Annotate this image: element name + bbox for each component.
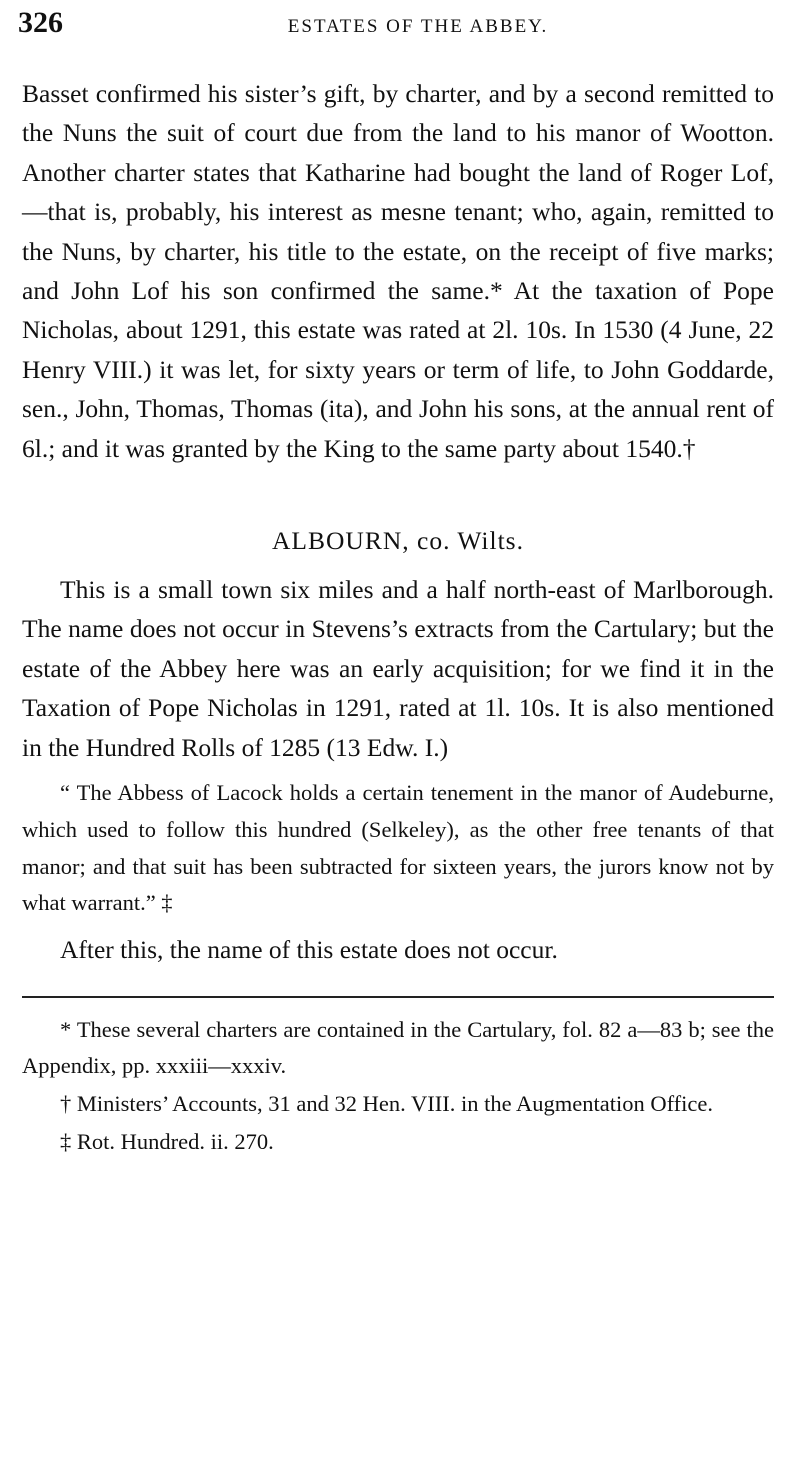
section-heading: ALBOURN, co. Wilts. [272,526,524,556]
paragraph-1: Basset confirmed his sister’s gift, by charter, and by a second remitted to the Nuns the suit of court due from the land to his manor of Wootton. Another charter states that Katharine had bought the land of Roger Lof,—that is, probably, his interest as mesne tenant; who, again, remitted to the Nuns, by charter, his title to the estate, on the receipt of five marks; and John Lof his son confirmed the same.* At the taxation of Pope Nicholas, about 1291, this estate was rated at 2l. 10s. In 1530 (4 June, 22 Henry VIII.) it was let, for sixty years or term of life, to John Goddarde, sen., John, Thomas, Thomas (ita), and John his sons, at the annual rent of 6l.; and it was granted by the King to the same party about 1540.† [22,79,774,463]
footnotes [22,1012,774,1160]
closing-sentence: After this, the name of this estate does not occur. [60,935,558,965]
running-head: ESTATES OF THE ABBEY. [287,16,549,37]
footnote-2: † Ministers’ Accounts, 31 and 32 Hen. VIII. in the Augmentation Office. [60,1090,714,1116]
quoted-passage: “ The Abbess of Lacock holds a certain tenement in the manor of Audeburne, which used to follow this hundred (Selkeley), as the other free tenants of that manor; and that suit has been subtracted for sixteen years, the jurors know not by what warrant.” ‡ [22,780,774,916]
page-number: 326 [18,6,63,39]
section-text [22,570,774,767]
footnote-1: * These several charters are contained in the Cartulary, fol. 82 a—83 b; see the Appendix, pp. xxxiii—xxxiv. [22,1016,774,1078]
footnote-rule [22,996,774,998]
section-paragraph: This is a small town six miles and a half north-east of Marlborough. The name does not occur in Stevens’s extracts from the Cartulary; but the estate of the Abbey here was an early acquisition; for we find it in the Taxation of Pope Nicholas in 1291, rated at 1l. 10s. It is also mentioned in the Hundred Rolls of 1285 (13 Edw. I.) [22,575,774,762]
main-text [22,74,774,468]
footnote-3: ‡ Rot. Hundred. ii. 270. [60,1128,274,1154]
book-page [18,0,774,1162]
page-header [18,0,774,50]
